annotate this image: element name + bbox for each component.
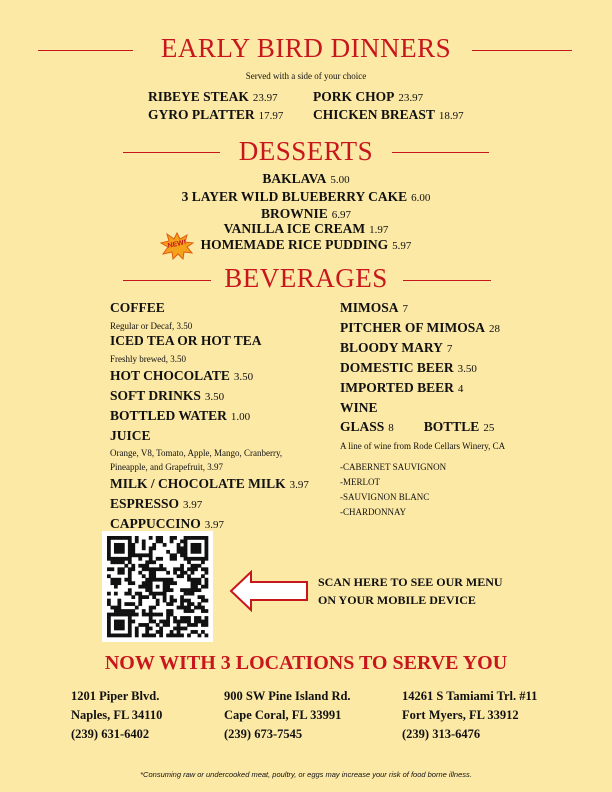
item-name: PORK CHOP (313, 89, 395, 104)
location-fort-myers (402, 687, 537, 744)
item-price: 23.97 (398, 92, 424, 104)
location-street: 14261 S Tamiami Trl. #11 (402, 689, 538, 703)
item-name: DOMESTIC BEER (340, 360, 454, 375)
menu-item (340, 320, 505, 337)
menu-item (340, 360, 505, 377)
item-name: BLOODY MARY (340, 340, 443, 355)
menu-item (340, 419, 505, 436)
item-name: HOMEMADE RICE PUDDING (200, 237, 389, 252)
early-bird-subtitle: Served with a side of your choice (245, 71, 367, 81)
item-note: Pineapple, and Grapefruit, 3.97 (110, 462, 223, 472)
location-street: 900 SW Pine Island Rd. (224, 689, 351, 703)
location-phone: (239) 631-6402 (71, 727, 150, 741)
new-badge-text: NEW! (167, 239, 187, 250)
menu-item (148, 88, 278, 106)
item-price: 1.97 (369, 224, 389, 236)
item-price: 23.97 (252, 92, 278, 104)
left-arrow-icon (229, 570, 309, 617)
scan-line-1: SCAN HERE TO SEE OUR MENU (318, 575, 503, 589)
menu-item (110, 368, 309, 385)
item-price: 5.00 (330, 174, 350, 186)
list-item: -CABERNET SAUVIGNON (340, 462, 447, 472)
item-name: BOTTLE (423, 419, 480, 434)
item-price: 18.97 (438, 110, 464, 122)
item-name: COFFEE (110, 300, 165, 315)
scan-line-2: ON YOUR MOBILE DEVICE (318, 593, 476, 607)
location-city: Cape Coral, FL 33991 (224, 708, 342, 722)
menu-item (313, 106, 464, 124)
item-note: Regular or Decaf, 3.50 (110, 321, 193, 331)
location-city: Naples, FL 34110 (71, 708, 163, 722)
item-price: 3.50 (233, 371, 254, 383)
beverage-list-left (110, 300, 309, 533)
beverage-list-right (340, 300, 505, 520)
location-phone: (239) 313-6476 (402, 727, 481, 741)
menu-item (313, 88, 423, 106)
locations-heading: NOW WITH 3 LOCATIONS TO SERVE YOU (104, 652, 508, 674)
early-bird-heading: EARLY BIRD DINNERS (160, 33, 452, 63)
item-price: 3.97 (183, 499, 203, 511)
item-name: CHICKEN BREAST (313, 107, 435, 122)
location-street: 1201 Piper Blvd. (71, 689, 160, 703)
item-price: 6.00 (411, 192, 431, 204)
item-price: 7 (402, 303, 408, 315)
disclaimer: *Consuming raw or undercooked meat, poultry, or eggs may increase your risk of food borne illness. (140, 770, 472, 779)
menu-item (110, 408, 309, 425)
scan-instructions (318, 573, 503, 609)
wine-list (340, 460, 505, 520)
qr-code[interactable] (102, 531, 213, 642)
menu-item (340, 380, 505, 397)
item-name: MILK / CHOCOLATE MILK (110, 476, 286, 491)
item-name: 3 LAYER WILD BLUEBERRY CAKE (181, 189, 408, 204)
item-price: 3.50 (204, 391, 225, 403)
item-name: WINE (340, 400, 378, 415)
item-price: 25 (483, 422, 495, 434)
item-name: ICED TEA OR HOT TEA (110, 333, 262, 348)
menu-item (0, 188, 612, 206)
item-name: ESPRESSO (110, 496, 180, 511)
item-price: 3.97 (289, 479, 309, 491)
item-price: 5.97 (392, 240, 412, 252)
item-note: Freshly brewed, 3.50 (110, 354, 186, 364)
item-price: 28 (489, 323, 500, 335)
item-price: 3.50 (457, 363, 477, 375)
menu-item (148, 106, 283, 124)
item-name: HOT CHOCOLATE (110, 368, 230, 383)
item-name: SOFT DRINKS (110, 388, 201, 403)
item-name: BROWNIE (260, 206, 328, 221)
location-city: Fort Myers, FL 33912 (402, 708, 519, 722)
item-name: BOTTLED WATER (110, 408, 227, 423)
item-price: 7 (446, 343, 453, 355)
item-name: VANILLA ICE CREAM (223, 221, 366, 236)
list-item: -CHARDONNAY (340, 507, 407, 517)
item-name: GYRO PLATTER (148, 107, 255, 122)
menu-item (340, 340, 505, 357)
item-name: PITCHER OF MIMOSA (340, 320, 485, 335)
wine-note: A line of wine from Rode Cellars Winery, CA (340, 441, 506, 451)
menu-item (110, 496, 309, 513)
desserts-heading: DESSERTS (238, 136, 374, 166)
item-price: 6.97 (331, 209, 351, 221)
beverages-heading: BEVERAGES (224, 263, 388, 293)
menu-item (340, 300, 505, 317)
item-note: Orange, V8, Tomato, Apple, Mango, Cranberry, (110, 448, 283, 458)
item-name: CAPPUCCINO (110, 516, 201, 531)
item-price: 3.97 (204, 519, 224, 531)
item-price: 17.97 (258, 110, 284, 122)
item-price: 1.00 (230, 411, 251, 423)
item-name: BAKLAVA (262, 171, 327, 186)
location-naples (71, 687, 162, 744)
menu-item (110, 388, 309, 405)
new-badge-icon (160, 232, 194, 260)
menu-item (0, 170, 612, 188)
item-name: JUICE (110, 428, 151, 443)
list-item: -MERLOT (340, 477, 380, 487)
menu-item (0, 236, 612, 254)
menu-item (110, 476, 309, 493)
item-name: RIBEYE STEAK (148, 89, 249, 104)
item-name: GLASS (340, 419, 385, 434)
location-cape-coral (224, 687, 351, 744)
item-name: IMPORTED BEER (340, 380, 454, 395)
location-phone: (239) 673-7545 (224, 727, 303, 741)
item-name: MIMOSA (340, 300, 399, 315)
item-price: 4 (457, 383, 464, 395)
item-price: 8 (388, 422, 394, 434)
list-item: -SAUVIGNON BLANC (340, 492, 430, 502)
